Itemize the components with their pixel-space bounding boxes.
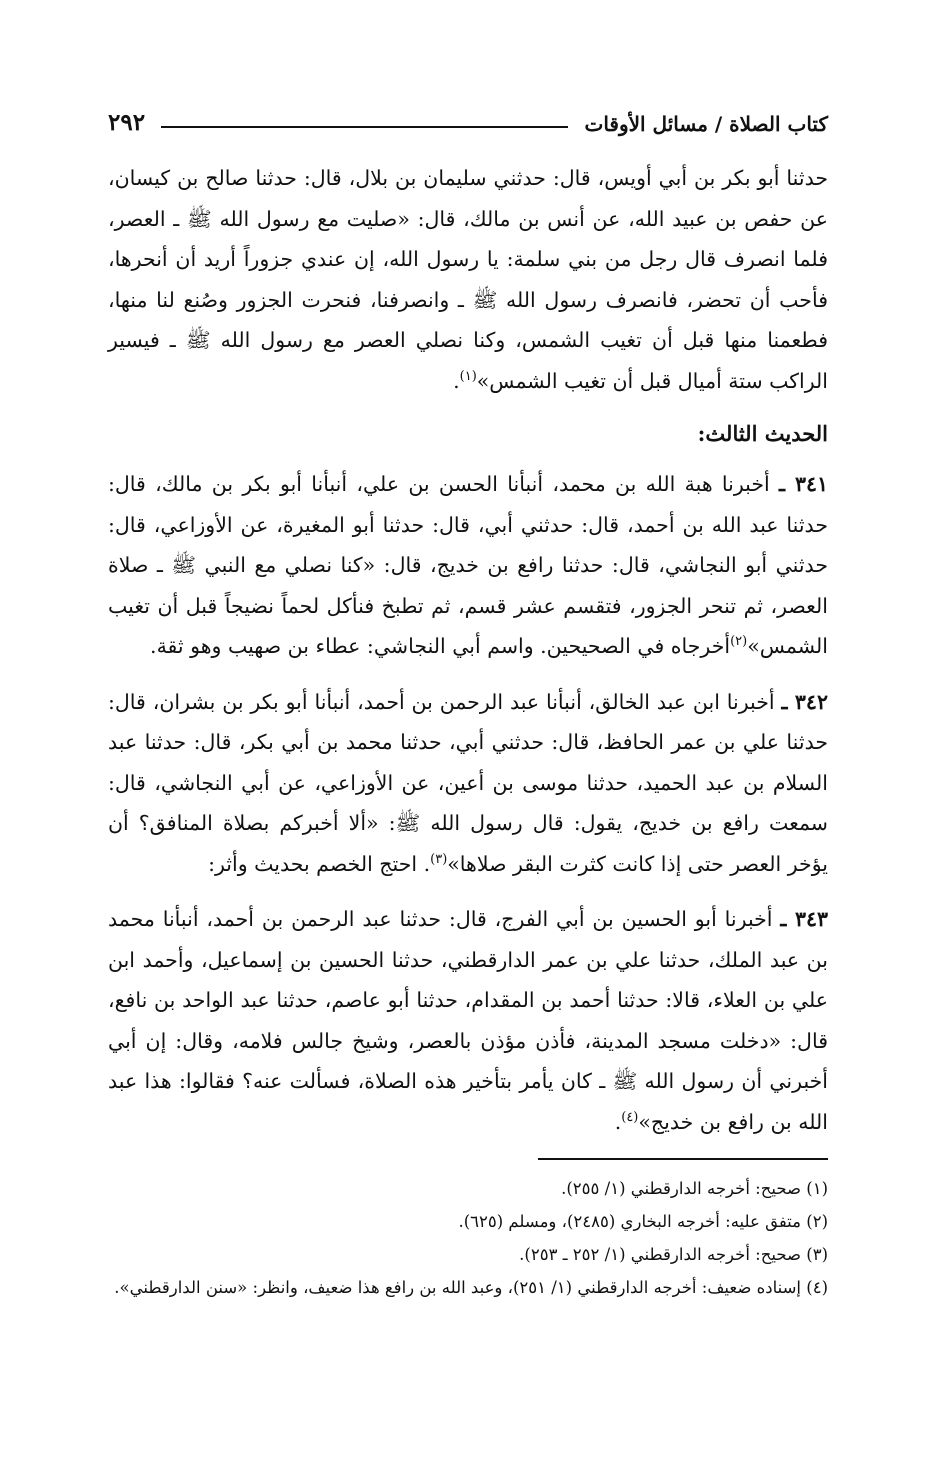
- hadith-343: [108, 899, 828, 1142]
- footnote-separator: [538, 1158, 828, 1160]
- footnote-ref: (٢): [730, 634, 748, 650]
- hadith-text-end: أخرجاه في الصحيحين. واسم أبي النجاشي: عطاء بن صهيب وهو ثقة.: [150, 634, 731, 658]
- footnote-ref: (١): [459, 368, 477, 384]
- hadith-text: أخبرنا ابن عبد الخالق، أنبأنا عبد الرحمن بن أحمد، أنبأنا أبو بكر بن بشران، قال: حدثنا علي بن عمر الحافظ، قال: حدثني أبي، حدثنا محمد بن أبي بكر، قال: حدثنا عبد السلام بن عبد الحميد، حدثنا موسى بن أعين، عن الأوزاعي، عن أبي النجاشي، قال: سمعت رافع بن خديج، يقول: قال رسول الله ﷺ: «ألا أخبركم بصلاة المنافق؟ أن يؤخر العصر حتى إذا كانت كثرت البقر صلاها»: [108, 689, 828, 876]
- footnote-ref: (٤): [621, 1109, 639, 1125]
- paragraph-end: .: [453, 368, 460, 393]
- hadith-number: ٣٤٣ ـ: [780, 907, 828, 931]
- hadith-text: أخبرنا أبو الحسين بن أبي الفرج، قال: حدثنا عبد الرحمن بن أحمد، أنبأنا محمد بن عبد الملك، حدثنا علي بن عمر الدارقطني، حدثنا الحسين بن إسماعيل، وأحمد ابن علي بن العلاء، قالا: حدثنا أحمد بن المقدام، حدثنا أبو عاصم، حدثنا عبد الواحد بن نافع، قال: «دخلت مسجد المدينة، فأذن مؤذن بالعصر، وشيخ جالس فلامه، وقال: إن أبي أخبرني أن رسول الله ﷺ ـ كان يأمر بتأخير هذه الصلاة، فسألت عنه؟ فقالوا: هذا عبد الله بن رافع بن خديج»: [108, 907, 828, 1134]
- hadith-341: [108, 464, 828, 667]
- hadith-342: [108, 682, 828, 885]
- book-page: [108, 96, 828, 1157]
- page-number: ٢٩٢: [108, 109, 146, 136]
- running-title: كتاب الصلاة / مسائل الأوقات: [584, 112, 828, 136]
- paragraph-hadith-continuation: [108, 158, 828, 401]
- paragraph-text: حدثنا أبو بكر بن أبي أويس، قال: حدثني سليمان بن بلال، قال: حدثنا صالح بن كيسان، عن حفص بن عبيد الله، عن أنس بن مالك، قال: «صليت مع رسول الله ﷺ ـ العصر، فلما انصرف قال رجل من بني سلمة: يا رسول الله، إن عندي جزوراً أريد أن أنحرها، فأحب أن تحضر، فانصرف رسول الله ﷺ ـ وانصرفنا، فنحرت الجزور وصُنع لنا منها، فطعمنا منها قبل أن تغيب الشمس، وكنا نصلي العصر مع رسول الله ﷺ ـ فيسير الراكب ستة أميال قبل أن تغيب الشمس»: [108, 166, 828, 393]
- page-header: [108, 96, 828, 136]
- header-rule: [161, 126, 568, 128]
- hadith-number: ٣٤٢ ـ: [781, 689, 828, 714]
- footnote-3: (٣) صحيح: أخرجه الدارقطني (١/ ٢٥٢ ـ ٢٥٣).: [519, 1245, 828, 1264]
- hadith-text: أخبرنا هبة الله بن محمد، أنبأنا الحسن بن علي، أنبأنا أبو بكر بن مالك، قال: حدثنا عبد الله بن أحمد، قال: حدثني أبي، قال: حدثنا أبو المغيرة، عن الأوزاعي، قال: حدثني أبو النجاشي، قال: حدثنا رافع بن خديج، قال: «كنا نصلي مع النبي ﷺ ـ صلاة العصر، ثم تنحر الجزور، فتقسم عشر قسم، ثم تطبخ فنأكل لحماً نضيجاً قبل أن تغيب الشمس»: [108, 472, 828, 658]
- footnote-2: (٢) متفق عليه: أخرجه البخاري (٢٤٨٥)، ومسلم (٦٢٥).: [458, 1212, 828, 1231]
- footnote-1: (١) صحيح: أخرجه الدارقطني (١/ ٢٥٥).: [561, 1179, 828, 1198]
- section-heading: الحديث الثالث:: [697, 421, 828, 446]
- hadith-text-end: . احتج الخصم بحديث وأثر:: [208, 851, 431, 876]
- footnotes: [108, 1158, 828, 1304]
- hadith-text-end: .: [614, 1109, 622, 1134]
- main-text: [108, 158, 828, 1142]
- footnote-ref: (٣): [430, 851, 448, 867]
- footnote-4: (٤) إسناده ضعيف: أخرجه الدارقطني (١/ ٢٥١)، وعبد الله بن رافع هذا ضعيف، وانظر: «سنن الدارقطني».: [114, 1278, 828, 1297]
- hadith-number: ٣٤١ ـ: [779, 472, 828, 496]
